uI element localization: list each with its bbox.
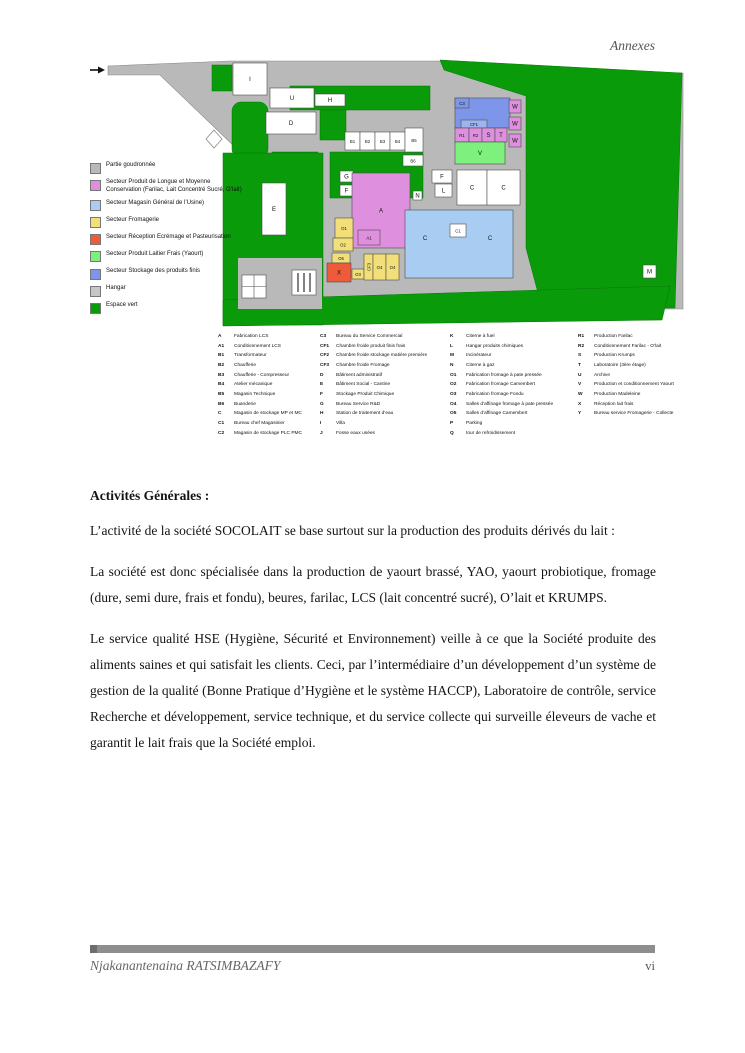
building-C-left — [423, 236, 428, 242]
key-label: Chambre froide produit finis frais — [336, 343, 406, 349]
building-B5 — [405, 128, 423, 152]
building-label-CF1: CF1 — [469, 121, 479, 127]
key-label: Fabrication LCS — [234, 334, 269, 339]
building-C-store-2 — [487, 170, 520, 205]
key-code: R2 — [578, 343, 585, 349]
map-building-key — [90, 334, 685, 444]
building-label-A: A — [378, 208, 384, 215]
key-label: Archive — [594, 372, 610, 378]
key-entry-X — [578, 402, 685, 407]
key-code: O1 — [450, 372, 457, 378]
legend-swatch — [90, 303, 101, 314]
building-L — [435, 184, 452, 197]
building-label-R2: R2 — [472, 132, 479, 138]
key-entry-C1 — [218, 421, 318, 426]
building-label-C3: C3 — [459, 100, 465, 106]
building-K — [292, 270, 316, 295]
key-code: E — [320, 382, 324, 388]
paragraph-2: La société est donc spécialisée dans la production de yaourt brassé, YAO, yaourt probiotique, fromage (dure, semi dure, frais et fondu), beures, farilac, LCS (lait concentré sucré), O’lait et KRUMPS. — [90, 564, 656, 605]
key-entry-O2 — [450, 382, 576, 387]
key-code: B2 — [218, 362, 225, 368]
legend-item-6 — [90, 268, 242, 280]
legend-swatch — [90, 269, 101, 280]
building-label-E: E — [271, 206, 277, 213]
key-entry-CF1 — [320, 344, 448, 349]
key-entry-Y — [578, 411, 685, 416]
building-O5 — [332, 253, 350, 263]
key-entry-D — [320, 373, 448, 378]
key-label: Villa — [336, 420, 345, 426]
building-label-R1: R1 — [459, 132, 465, 138]
building-W1 — [509, 100, 521, 113]
building-C3 — [455, 98, 469, 108]
key-entry-I — [320, 421, 448, 426]
key-code: H — [320, 411, 324, 417]
paragraph-3: Le service qualité HSE (Hygiène, Sécurité et Environnement) veille à ce que la Société produite des aliments saines et qui satisfait les clients. Ceci, par l’intermédiaire d’un développement d’un système de gestion de la qualité (Bonne Pratique d’Hygiène et le système HACCP), Laboratoire de contrôle, service Recherche et développement, service technique, et du service collecte qui surveille éleveurs de vache et garantit le lait frais que la Société emploi. — [90, 631, 656, 750]
building-H — [315, 94, 345, 106]
key-code: D — [320, 372, 324, 378]
key-label: Incinérateur — [466, 353, 492, 359]
key-label: Laboratoire (3ère étage) — [594, 362, 646, 368]
key-entry-R1 — [578, 334, 685, 339]
key-code: K — [450, 334, 454, 339]
key-code: O3 — [450, 391, 457, 397]
building-label-G: G — [344, 174, 349, 181]
building-D — [266, 112, 316, 134]
key-entry-C2 — [218, 431, 318, 436]
key-label: Fabrication fromage Camembert — [466, 382, 536, 388]
building-J — [242, 275, 266, 298]
building-label-L: L — [441, 188, 446, 195]
key-entry-P — [450, 421, 576, 426]
legend-swatch — [90, 234, 101, 245]
key-code: C2 — [218, 430, 225, 436]
key-entry-B5 — [218, 392, 318, 397]
key-entry-M — [450, 353, 576, 358]
key-label: Buanderie — [234, 401, 256, 407]
building-label-X: X — [336, 270, 342, 277]
legend-item-1 — [90, 179, 242, 194]
key-entry-E — [320, 382, 448, 387]
body-text — [90, 488, 656, 771]
legend-label: Espace vert — [106, 302, 138, 309]
key-entry-O4 — [450, 402, 576, 407]
building-label-W3: W — [512, 138, 518, 145]
key-column-2 — [320, 334, 448, 440]
building-CF1 — [461, 120, 487, 128]
key-code: O5 — [450, 411, 457, 417]
legend-item-8 — [90, 302, 242, 314]
key-entry-A — [218, 334, 318, 339]
building-O1 — [335, 218, 353, 238]
key-entry-N — [450, 363, 576, 368]
legend-label: Secteur Stockage des produits finis — [106, 268, 201, 275]
key-label: Citerne à gaz — [466, 362, 495, 368]
building-C-right — [488, 236, 493, 242]
building-label-V: V — [477, 150, 483, 157]
building-B2 — [360, 132, 375, 150]
legend-label: Secteur Fromagerie — [106, 216, 160, 223]
building-O4b — [386, 254, 399, 280]
key-label: Hangar produits chimiques — [466, 343, 524, 349]
legend-item-5 — [90, 251, 242, 263]
key-code: V — [578, 382, 582, 388]
building-label-C-store-1: C — [469, 185, 475, 192]
building-W3 — [509, 134, 521, 147]
key-code: CF3 — [320, 362, 330, 368]
key-entry-B4 — [218, 382, 318, 387]
key-code: B3 — [218, 372, 225, 378]
key-label: Salles d’affinage Camembert — [466, 411, 528, 417]
key-entry-U — [578, 373, 685, 378]
key-code: B1 — [218, 353, 225, 359]
key-label: Station de traitement d’eau — [336, 411, 394, 417]
key-label: tour de refroidissement — [466, 430, 516, 436]
building-label-T: T — [499, 132, 503, 139]
building-label-O1: O1 — [341, 225, 347, 231]
building-R2 — [469, 128, 482, 142]
building-label-A1: A1 — [366, 235, 372, 241]
key-label: Fabrication fromage à pate pressée — [466, 372, 542, 378]
building-label-U: U — [289, 95, 295, 102]
legend-label: Secteur Réception Ecrémage et Pasteurisation — [106, 233, 231, 240]
key-entry-K — [450, 334, 576, 339]
legend-label: Secteur Produit de Longue et Moyenne Conservation (Farilac, Lait Concentré Sucré, O’lait) — [106, 179, 242, 193]
key-code: B5 — [218, 391, 225, 397]
key-code: B4 — [218, 382, 225, 388]
key-code: N — [450, 362, 454, 368]
building-B4 — [390, 132, 405, 150]
building-F2 — [340, 185, 353, 196]
building-B3 — [375, 132, 390, 150]
key-entry-O5 — [450, 411, 576, 416]
building-magasin-general — [405, 210, 513, 278]
building-X — [327, 263, 351, 282]
legend-item-3 — [90, 217, 242, 229]
building-S — [482, 128, 495, 142]
building-label-O4b: O4 — [389, 264, 396, 270]
key-code: R1 — [578, 334, 585, 339]
building-label-B3: B3 — [379, 138, 386, 144]
building-E — [262, 183, 286, 235]
building-label-M: M — [647, 269, 652, 276]
key-label: Conditionnement LCS — [234, 343, 281, 349]
building-label-B4: B4 — [394, 138, 401, 144]
legend-label: Hangar — [106, 285, 126, 292]
key-entry-W — [578, 392, 685, 397]
key-code: O2 — [450, 382, 457, 388]
building-label-O3: O3 — [355, 271, 361, 277]
key-label: Fabrication fromage Fondu — [466, 391, 524, 397]
building-label-W2: W — [512, 121, 518, 128]
key-code: P — [450, 420, 454, 426]
key-code: L — [450, 343, 453, 349]
key-column-4 — [578, 334, 685, 421]
key-entry-B3 — [218, 373, 318, 378]
key-label: Chaufferie - Compresseur — [234, 372, 290, 378]
key-code: S — [578, 353, 582, 359]
key-label: Citerne à fuel — [466, 334, 495, 339]
building-label-F: F — [440, 174, 444, 181]
entrance-arrow-icon — [90, 67, 105, 74]
legend-item-0 — [90, 162, 242, 174]
key-label: Bureau Service R&D — [336, 401, 381, 407]
legend-item-4 — [90, 234, 242, 246]
key-label: Réception lait frais — [594, 401, 634, 407]
legend-label: Partie goudronnée — [106, 162, 156, 168]
key-code: G — [320, 401, 324, 407]
building-A1 — [358, 230, 380, 245]
building-label-I: I — [249, 76, 251, 83]
key-entry-A1 — [218, 344, 318, 349]
footer-divider-bar — [90, 945, 655, 953]
legend-swatch — [90, 200, 101, 211]
key-code: C1 — [218, 420, 225, 426]
key-label: Production et conditionnement Yaourt — [594, 382, 674, 388]
key-code: X — [578, 401, 582, 407]
building-C1 — [450, 224, 466, 237]
building-B1 — [345, 132, 360, 150]
paragraph-1: L’activité de la société SOCOLAIT se base surtout sur la production des produits dérivés du lait : — [90, 523, 615, 538]
key-code: J — [320, 430, 323, 436]
key-entry-F — [320, 392, 448, 397]
key-label: Chambre froide stockage matière première — [336, 353, 428, 359]
legend-item-7 — [90, 285, 242, 297]
key-code: M — [450, 353, 454, 359]
key-code: T — [578, 362, 581, 368]
key-label: Magasin Technique — [234, 391, 276, 397]
key-entry-C — [218, 411, 318, 416]
key-label: Parking — [466, 420, 483, 426]
legend-item-2 — [90, 200, 242, 212]
building-CF3 — [364, 254, 373, 280]
key-entry-G — [320, 402, 448, 407]
key-label: Production Farilac — [594, 334, 633, 339]
building-label-B6: B6 — [410, 158, 416, 164]
key-entry-B2 — [218, 363, 318, 368]
building-G — [340, 171, 353, 182]
key-entry-B6 — [218, 402, 318, 407]
legend-swatch — [90, 286, 101, 297]
building-label-O2: O2 — [340, 242, 346, 248]
building-label-H: H — [327, 97, 333, 104]
key-code: A — [218, 334, 222, 339]
key-label: Salles d’affinage fromage à pate pressée — [466, 401, 554, 407]
key-code: U — [578, 372, 582, 378]
key-code: CF1 — [320, 343, 330, 349]
key-entry-H — [320, 411, 448, 416]
key-label: Fosse eaux usées — [336, 430, 375, 436]
key-entry-O1 — [450, 373, 576, 378]
key-column-1 — [218, 334, 318, 440]
key-code: B6 — [218, 401, 225, 407]
building-O3 — [352, 269, 364, 279]
key-code: CF2 — [320, 353, 330, 359]
key-label: Bureau du Service Commercial — [336, 334, 403, 339]
building-label-B1: B1 — [349, 138, 356, 144]
key-entry-R2 — [578, 344, 685, 349]
building-label-C-store-2: C — [501, 185, 506, 192]
key-entry-CF3 — [320, 363, 448, 368]
footer-divider-tip — [90, 945, 97, 953]
key-label: Chambre froide Fromage — [336, 362, 390, 368]
building-C-store-1 — [457, 170, 487, 205]
building-O4a — [373, 254, 386, 280]
building-label-O4a: O4 — [376, 264, 383, 270]
key-entry-L — [450, 344, 576, 349]
key-label: Bâtiment administratif — [336, 372, 383, 378]
key-entry-J — [320, 431, 448, 436]
footer-page-number: vi — [645, 959, 655, 973]
footer-author: Njakanantenaina RATSIMBAZAFY — [90, 958, 281, 973]
key-label: Production Krumps — [594, 353, 635, 359]
building-W2 — [509, 117, 521, 130]
key-column-3 — [450, 334, 576, 440]
building-label-B2: B2 — [364, 138, 371, 144]
key-entry-B1 — [218, 353, 318, 358]
legend-swatch — [90, 163, 101, 174]
key-code: O4 — [450, 401, 457, 407]
key-label: Bâtiment Social - Cantine — [336, 382, 391, 388]
building-label-B5: B5 — [411, 137, 417, 143]
legend-swatch — [90, 180, 101, 191]
key-code: W — [578, 391, 583, 397]
key-entry-CF2 — [320, 353, 448, 358]
key-label: Transformateur — [234, 353, 267, 359]
section-heading: Activités Générales : — [90, 488, 210, 503]
building-F — [432, 170, 452, 183]
building-N — [413, 191, 422, 200]
building-label-N: N — [415, 193, 420, 200]
key-label: Stockage Produit Chimique — [336, 391, 395, 397]
key-code: Y — [578, 411, 582, 417]
building-O2 — [333, 238, 353, 251]
key-code: Q — [450, 430, 454, 436]
key-entry-C3 — [320, 334, 448, 339]
key-label: Magasin de stockage MP et MC — [234, 411, 302, 417]
key-entry-O3 — [450, 392, 576, 397]
key-label: Bureau service Fromagerie - Collecte — [594, 411, 674, 417]
building-label-C-left: C — [422, 235, 428, 242]
building-label-C-right: C — [487, 235, 493, 242]
legend-swatch — [90, 217, 101, 228]
building-R1 — [455, 128, 469, 142]
key-entry-V — [578, 382, 685, 387]
building-I — [233, 63, 267, 95]
building-label-O5: O5 — [338, 255, 344, 261]
key-code: F — [320, 391, 323, 397]
building-label-S: S — [486, 132, 491, 139]
building-label-C1: C1 — [455, 228, 461, 234]
key-entry-T — [578, 363, 685, 368]
key-label: Bureau chef Magasinier — [234, 420, 285, 426]
building-U — [270, 88, 314, 108]
key-entry-Q — [450, 431, 576, 436]
page-header-annexes: Annexes — [610, 38, 655, 53]
building-B6 — [403, 155, 423, 166]
legend-swatch — [90, 251, 101, 262]
key-label: Chaufferie — [234, 362, 257, 368]
key-label: Magasin de stockage PLC PMC — [234, 430, 302, 436]
key-label: Atelier mécanique — [234, 382, 273, 388]
building-V — [455, 142, 505, 164]
building-label-D: D — [288, 120, 294, 127]
key-code: I — [320, 420, 322, 426]
page-footer — [90, 958, 655, 974]
building-T — [495, 128, 507, 142]
legend-label: Secteur Magasin Général de l’Usine) — [106, 199, 205, 206]
building-label-CF3: CF3 — [366, 262, 372, 272]
building-label-W1: W — [512, 104, 518, 111]
key-label: Production Madeleine — [594, 391, 641, 397]
building-label-F2: F — [344, 188, 349, 195]
key-code: C3 — [320, 334, 327, 339]
legend-label: Secteur Produit Laitier Frais (Yaourt) — [106, 250, 204, 257]
map-color-legend — [90, 162, 242, 319]
key-code: C — [218, 411, 222, 417]
key-code: A1 — [218, 343, 225, 349]
building-M — [643, 265, 656, 278]
key-label: Conditionnement Farilac - O’lait — [594, 343, 662, 349]
site-plan-figure — [90, 58, 685, 448]
key-entry-S — [578, 353, 685, 358]
